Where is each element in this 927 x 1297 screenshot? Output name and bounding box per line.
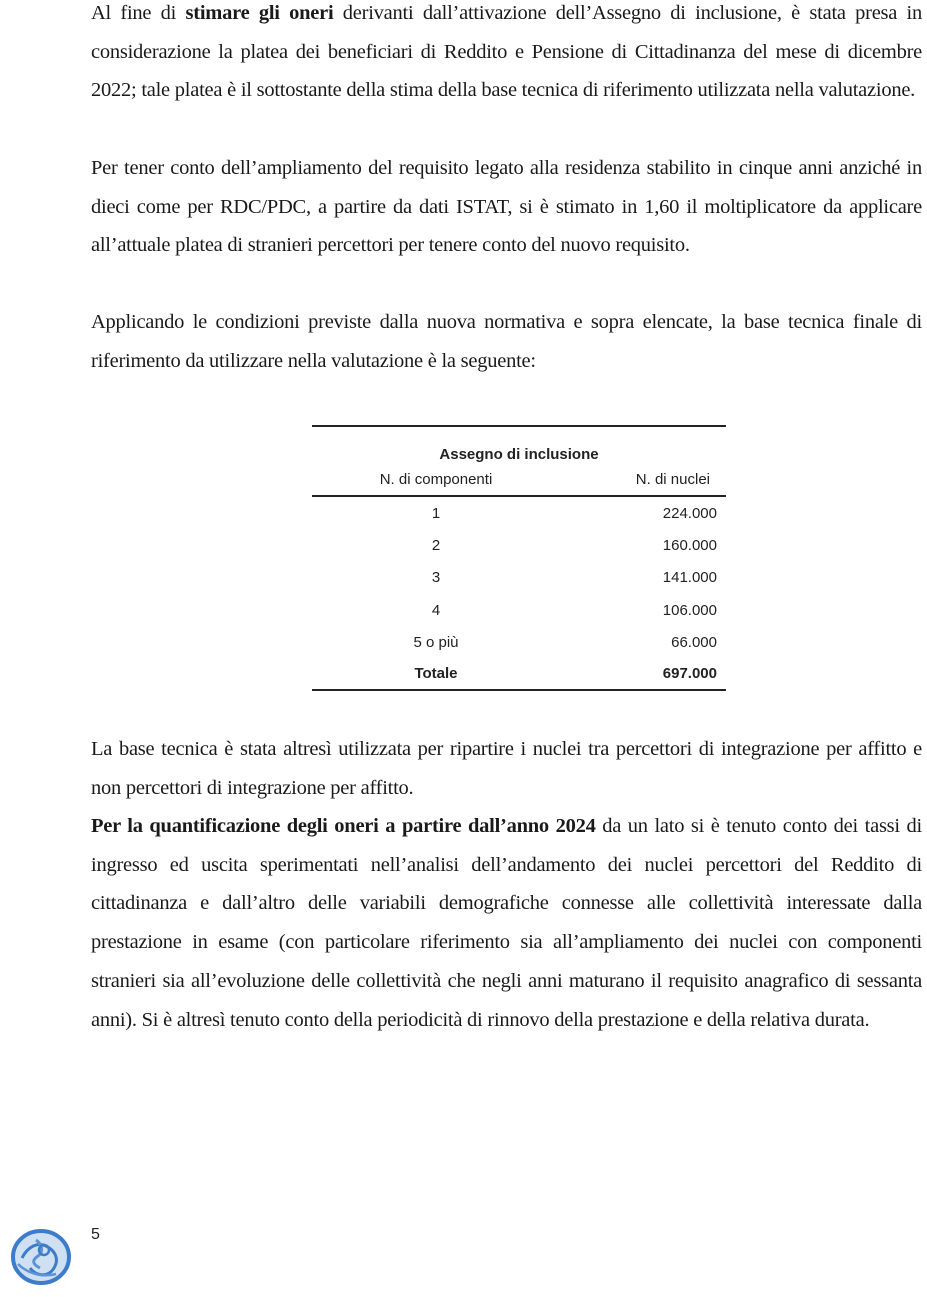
header-nuclei: N. di nuclei (560, 463, 726, 496)
table-row (312, 594, 726, 626)
table-row (312, 562, 726, 594)
table-header-row (312, 463, 726, 496)
total-label: Totale (312, 659, 560, 690)
table-total-row (312, 659, 726, 690)
cell-nuclei: 160.000 (662, 537, 717, 555)
cell-nuclei: 66.000 (671, 634, 717, 652)
paragraph-bold-text: stimare gli oneri (185, 2, 334, 24)
table-row (312, 627, 726, 659)
cell-nuclei: 224.000 (662, 504, 717, 522)
page-number: 5 (91, 1226, 100, 1243)
cell-nuclei: 141.000 (662, 569, 717, 587)
paragraph-text: da un lato si è tenuto conto dei tassi di ingresso ed uscita sperimentati nell’analisi dell’andamento dei nuclei percettori del Reddito di cittadinanza e dall’altro delle variabili demografiche connesse alle collettività interessate dalla prestazione in esame (con particolare riferimento sia all’ampliamento dei nuclei con componenti stranieri sia all’evoluzione delle collettività che negli anni maturano il requisito anagrafico di sessanta anni). Si è altresì tenuto conto della periodicità di rinnovo della prestazione e della relativa durata. (91, 815, 922, 1031)
paragraph-requisito-residenza: Per tener conto dell’ampliamento del requisito legato alla residenza stabilito in cinque anni anziché in dieci come per RDC/PDC, a partire da dati ISTAT, si è stimato in 1,60 il moltiplicatore da applicare all’attuale platea di stranieri percettori per tenere conto del nuovo requisito. (91, 157, 922, 257)
table-title: Assegno di inclusione (312, 426, 726, 463)
paragraph-base-tecnica: La base tecnica è stata altresì utilizzata per ripartire i nuclei tra percettori di integrazione per affitto e non percettori di integrazione per affitto. (91, 738, 922, 799)
base-tecnica-table (312, 425, 726, 691)
table-row (312, 529, 726, 561)
cell-componenti: 3 (431, 569, 441, 587)
total-value: 697.000 (560, 659, 726, 690)
table-title-row (312, 426, 726, 463)
cell-componenti: 4 (431, 601, 441, 619)
table-row (312, 496, 726, 529)
cell-nuclei: 106.000 (662, 601, 717, 619)
cell-componenti: 2 (431, 537, 441, 555)
paragraph-condizioni: Applicando le condizioni previste dalla nuova normativa e sopra elencate, la base tecnica finale di riferimento da utilizzare nella valutazione è la seguente: (91, 311, 922, 372)
paragraph-stima-oneri (91, 0, 922, 110)
cell-componenti: 5 o più (413, 634, 459, 652)
cell-componenti: 1 (431, 504, 441, 522)
paragraph-text: Al fine di (91, 2, 186, 24)
institutional-seal-icon (10, 1228, 72, 1286)
paragraph-text: derivanti dall’attivazione dell’Assegno di inclusione, è stata presa in considerazione la platea dei beneficiari di Reddito e Pensione di Cittadinanza del mese di dicembre 2022; tale platea è il sottostante della stima della base tecnica di riferimento utilizzata nella valutazione. (91, 2, 922, 102)
paragraph-quantificazione (91, 807, 922, 1039)
header-componenti: N. di componenti (312, 463, 560, 496)
assegno-inclusione-table (312, 425, 726, 691)
paragraph-bold-text: Per la quantificazione degli oneri a partire dall’anno 2024 (91, 815, 596, 837)
